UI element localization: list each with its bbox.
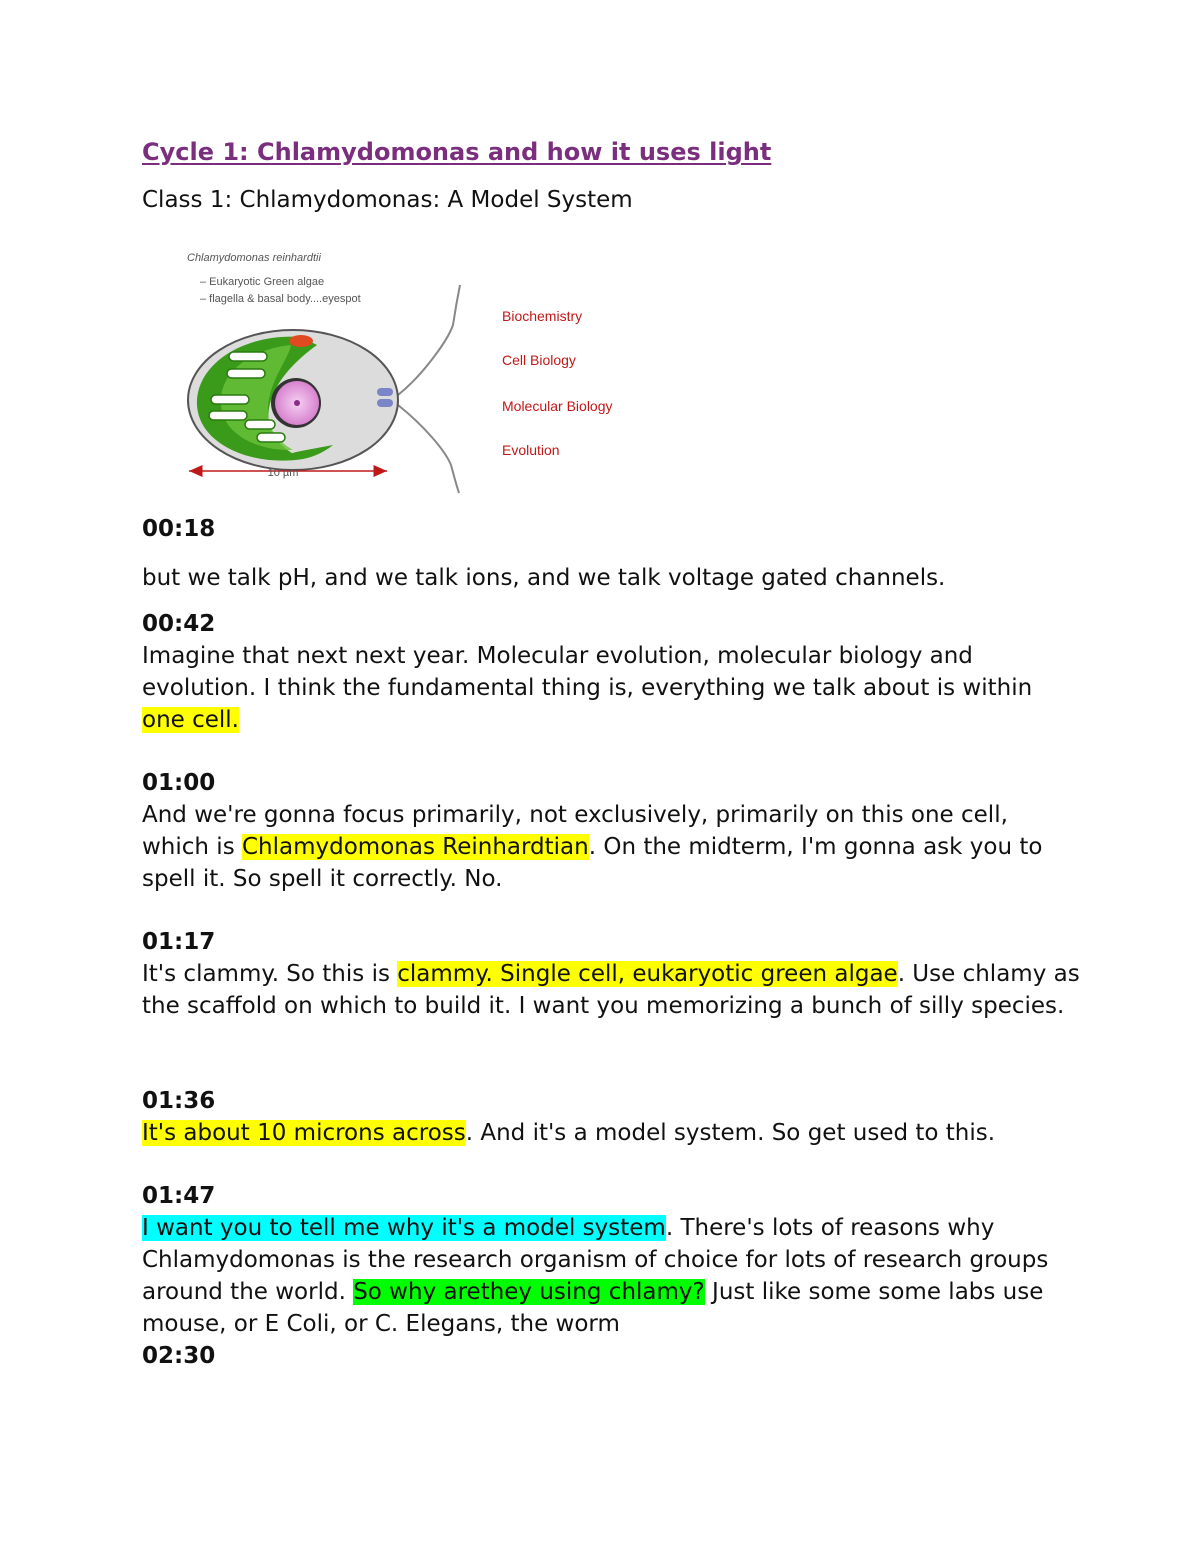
class-subheading: Class 1: Chlamydomonas: A Model System [142,187,633,213]
species-label: Chlamydomonas reinhardtii [187,252,321,264]
transcript-text [142,1212,1082,1340]
timestamp: 00:18 [142,516,216,542]
transcript-entry [142,513,1082,594]
flagellum-lower [398,405,459,493]
transcript-text [142,958,1082,1022]
text-segment: but we talk pH, and we talk ions, and we talk voltage gated channels. [142,565,946,591]
transcript-entry [142,1180,1082,1340]
basal-body [377,388,393,396]
field-molecular-biology: Molecular Biology [502,398,613,414]
highlighted-segment: I want you to tell me why it's a model system [142,1215,666,1241]
highlighted-segment: So why arethey using chlamy? [353,1279,705,1305]
highlighted-segment: It's about 10 microns across [142,1120,466,1146]
field-cell-biology: Cell Biology [502,352,576,368]
text-segment: Just like some some labs use mouse, or E Coli, or C. Elegans, the worm [142,1279,1044,1337]
thylakoid [229,352,267,361]
scale-label: 10 µm [267,467,299,479]
timestamp: 02:30 [142,1343,216,1369]
transcript-text [142,799,1082,895]
timestamp: 00:42 [142,611,216,637]
text-segment: . There's lots of reasons why Chlamydomonas is the research organism of choice for lots of research groups around the world. [142,1215,1049,1305]
eyespot [289,335,313,347]
field-evolution: Evolution [502,442,560,458]
text-segment: And we're gonna focus primarily, not exclusively, primarily on this one cell, which is [142,802,1008,860]
transcript-text [142,562,1082,594]
bullet-flagella: – flagella & basal body....eyespot [200,293,361,305]
timestamp: 01:00 [142,770,216,796]
text-segment: . On the midterm, I'm gonna ask you to spell it. So spell it correctly. No. [142,834,1043,892]
transcript-entry [142,926,1082,1022]
text-segment: . And it's a model system. So get used to this. [465,1120,996,1146]
document-heading: Cycle 1: Chlamydomonas and how it uses light [142,138,772,166]
field-biochemistry: Biochemistry [502,308,583,324]
timestamp: 01:47 [142,1183,216,1209]
text-segment: . Use chlamy as the scaffold on which to build it. I want you memorizing a bunch of silly species. [142,961,1080,1019]
bullet-eukaryotic: – Eukaryotic Green algae [200,276,325,288]
chlamydomonas-diagram [183,245,643,500]
transcript-entry [142,767,1082,895]
flagellum-upper [398,285,460,395]
transcript-entry [142,1340,1082,1372]
timestamp: 01:36 [142,1088,216,1114]
text-segment: It's clammy. So this is [142,961,398,987]
transcript-text [142,640,1082,736]
transcript-entry [142,608,1082,736]
timestamp: 01:17 [142,929,216,955]
text-segment: Imagine that next next year. Molecular evolution, molecular biology and evolution. I think the fundamental thing is, everything we talk about is within [142,643,1033,701]
transcript-entry [142,1085,1082,1149]
highlighted-segment: clammy. Single cell, eukaryotic green algae [397,961,898,987]
highlighted-segment: Chlamydomonas Reinhardtian [242,834,589,860]
highlighted-segment: one cell. [142,707,239,733]
transcript-text [142,1117,1082,1149]
